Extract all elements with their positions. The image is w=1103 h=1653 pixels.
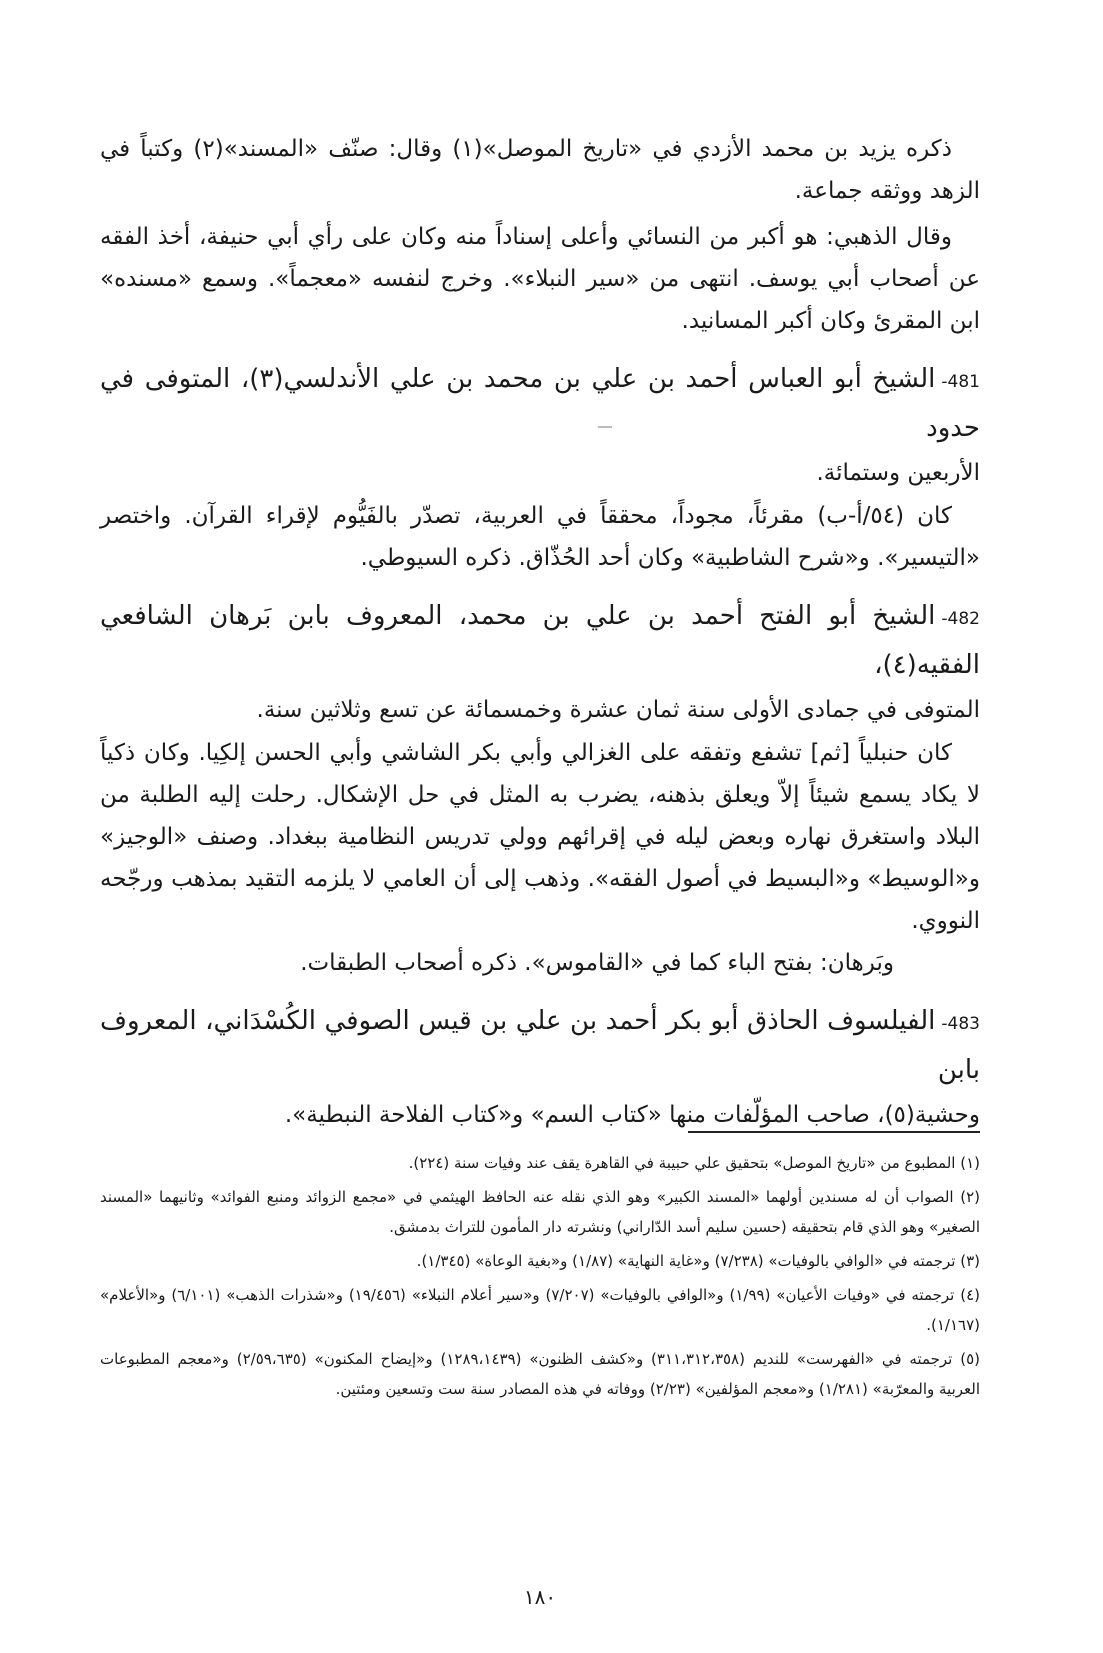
intro-paragraph-2: وقال الذهبي: هو أكبر من النسائي وأعلى إسناداً منه وكان على رأي أبي حنيفة، أخذ الفقه عن أصحاب أبي يوسف. انتهى من «سير النبلاء». وخرج لنفسه «معجماً». وسمع «مسنده» ابن المقرئ وكان أكبر المسانيد. [100, 224, 980, 334]
entry-heading-continuation: المتوفى في جمادى الأولى سنة ثمان عشرة وخمسمائة عن تسع وثلاثين سنة. [256, 697, 980, 723]
entry-paragraph: وبَرهان: بفتح الباء كما في «القاموس». ذكره أصحاب الطبقات. [300, 950, 894, 976]
entry-heading-text: الشيخ أبو الفتح أحمد بن علي بن محمد، المعروف بابن بَرهان الشافعي الفقيه(٤)، [100, 601, 980, 680]
entry-heading-continuation: الأربعين وستمائة. [816, 460, 980, 486]
entry-heading [100, 593, 980, 688]
intro-paragraph-1: ذكره يزيد بن محمد الأزدي في «تاريخ الموصل»(١) وقال: صنّف «المسند»(٢) وكتباً في الزهد ووثقه جماعة. [100, 136, 980, 204]
entry-heading-continuation: وحشية(٥)، صاحب المؤلّفات منها «كتاب السم» و«كتاب الفلاحة النبطية». [284, 1102, 980, 1128]
entry-number: -483 [941, 1014, 980, 1034]
entry-heading-text: الفيلسوف الحاذق أبو بكر أحمد بن علي بن قيس الصوفي الكُسْدَاني، المعروف بابن [100, 1006, 980, 1085]
entry-483 [100, 998, 980, 1137]
entry-heading [100, 998, 980, 1093]
footnote-divider [688, 1131, 980, 1133]
footnote-3: (٣) ترجمته في «الوافي بالوفيات» (٧/٢٣٨) و«غاية النهاية» (١/٨٧) و«بغية الوعاة» (١/٣٤٥). [416, 1252, 980, 1270]
footnote-5: (٥) ترجمته في «الفهرست» للنديم (٣١١،٣١٢،٣٥٨) و«كشف الظنون» (١٢٨٩،١٤٣٩) و«إيضاح المكنون» (٢/٥٩،٦٣٥) و«معجم المطبوعات العربية والمعرّبة» (١/٢٨١) و«معجم المؤلفين» (٢/٢٣) ووفاته في هذه المصادر سنة ست وتسعين ومئتين. [100, 1350, 980, 1398]
entry-paragraph: كان (٥٤/أ-ب) مقرئاً، مجوداً، محققاً في العربية، تصدّر بالفَيُّوم لإقراء القرآن. واختصر «التيسير». و«شرح الشاطبية» وكان أحد الحُذّاق. ذكره السيوطي. [100, 503, 980, 571]
entry-paragraph: كان حنبلياً [ثم] تشفع وتفقه على الغزالي وأبي بكر الشاشي وأبي الحسن إلكِيا. وكان ذكياً لا يكاد يسمع شيئاً إلاّ ويعلق بذهنه، يضرب به المثل في حل الإشكال. رحلت إليه الطلبة من البلاد واستغرق نهاره وبعض ليله في إقرائهم وولي تدريس النظامية ببغداد. وصنف «الوجيز» و«الوسيط» و«البسيط في أصول الفقه». وذهب إلى أن العامي لا يلزمه التقيد بمذهب ورجّحه النووي. [100, 740, 980, 934]
entry-482 [100, 593, 980, 984]
footnote-2: (٢) الصواب أن له مسندين أولهما «المسند الكبير» وهو الذي نقله عنه الحافظ الهيثمي في «مجمع الزوائد ومنبع الفوائد» وثانيهما «المسند الصغير» وهو الذي قام بتحقيقه (حسين سليم أسد الدّاراني) ونشرته دار المأمون للتراث بدمشق. [100, 1188, 980, 1236]
entry-heading-text: الشيخ أبو العباس أحمد بن علي بن محمد بن علي الأندلسي(٣)، المتوفى في حدود [100, 364, 980, 443]
entry-heading [100, 356, 980, 451]
footnote-4: (٤) ترجمته في «وفيات الأعيان» (١/٩٩) و«الوافي بالوفيات» (٧/٢٠٧) و«سير أعلام النبلاء» (١٩/٤٥٦) و«شذرات الذهب» (٦/١٠١) و«الأعلام» (١/١٦٧). [100, 1286, 980, 1334]
main-text [100, 128, 980, 1137]
scan-speck [598, 426, 612, 428]
entry-481 [100, 356, 980, 579]
entry-number: -481 [941, 372, 980, 392]
footnote-1: (١) المطبوع من «تاريخ الموصل» بتحقيق علي حبيبة في القاهرة يقف عند وفيات سنة (٢٢٤). [408, 1154, 980, 1172]
entry-number: -482 [941, 609, 980, 629]
footnotes [100, 1148, 980, 1404]
page-number: ١٨٠ [523, 1585, 557, 1609]
